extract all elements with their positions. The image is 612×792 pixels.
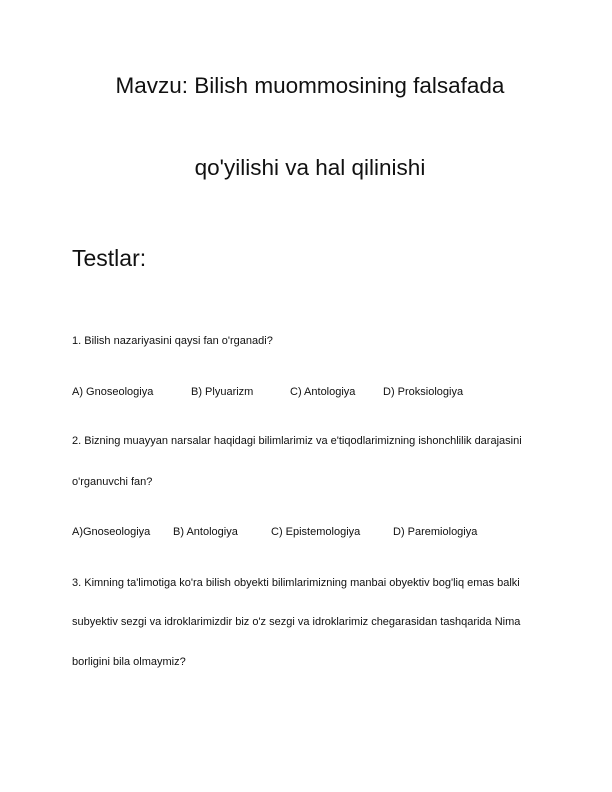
question-1-text: 1. Bilish nazariyasini qaysi fan o'rganadi?	[72, 335, 273, 347]
title-line-1: Mavzu: Bilish muommosining falsafada	[115, 73, 505, 98]
question-1-option-b: B) Plyuarizm	[191, 386, 254, 398]
question-1-option-c: C) Antologiya	[290, 386, 356, 398]
question-2-option-a: A)Gnoseologiya	[72, 526, 151, 538]
question-2-option-d: D) Paremiologiya	[393, 526, 478, 538]
title-line-2: qo'yilishi va hal qilinishi	[194, 155, 426, 180]
question-3-text-line-1: 3. Kimning ta'limotiga ko'ra bilish obyekti bilimlarimizning manbai obyektiv bog'liq emas balki	[72, 577, 520, 589]
question-1-option-d: D) Proksiologiya	[383, 386, 464, 398]
question-2-option-b: B) Antologiya	[173, 526, 238, 538]
question-2-option-c: C) Epistemologiya	[271, 526, 361, 538]
question-2-text-line-2: o'rganuvchi fan?	[72, 476, 153, 488]
question-1-option-a: A) Gnoseologiya	[72, 386, 154, 398]
section-heading: Testlar:	[72, 245, 147, 271]
question-3-text-line-2: subyektiv sezgi va idroklarimizdir biz o'z sezgi va idroklarimiz chegarasidan tashqarida Nima	[72, 616, 521, 628]
question-2-text-line-1: 2. Bizning muayyan narsalar haqidagi bilimlarimiz va e'tiqodlarimizning ishonchlilik darajasini	[72, 435, 522, 447]
question-3-text-line-3: borligini bila olmaymiz?	[72, 656, 186, 668]
